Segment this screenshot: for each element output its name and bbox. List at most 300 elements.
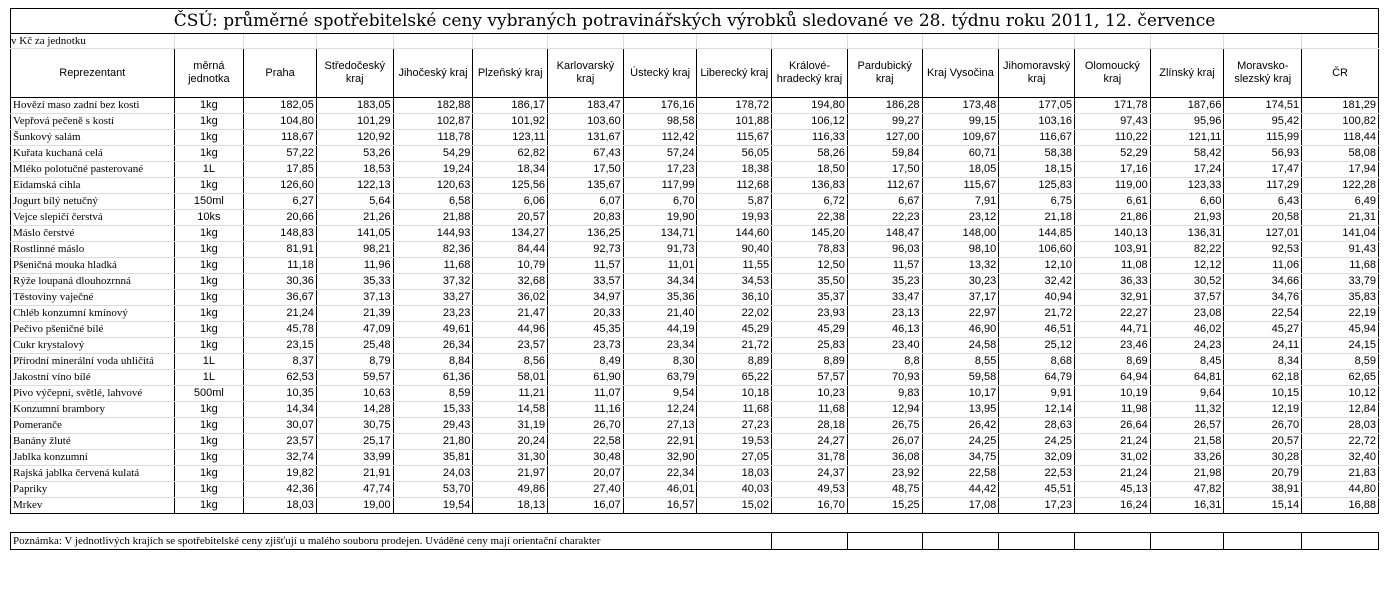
price-cell: 148,83 <box>244 226 317 242</box>
price-cell: 8,69 <box>1074 354 1150 370</box>
price-cell: 92,53 <box>1224 242 1302 258</box>
price-cell: 58,01 <box>473 370 548 386</box>
unit-row-blank <box>623 34 697 49</box>
spacer <box>11 514 1379 533</box>
column-header: Moravsko-slezský kraj <box>1224 49 1302 98</box>
column-header: Plzeňský kraj <box>473 49 548 98</box>
column-header: Ústecký kraj <box>623 49 697 98</box>
price-cell: 96,03 <box>847 242 922 258</box>
row-product-name: Těstoviny vaječné <box>11 290 175 306</box>
price-cell: 8,68 <box>999 354 1075 370</box>
price-cell: 15,02 <box>697 498 772 514</box>
price-cell: 11,68 <box>1302 258 1379 274</box>
price-cell: 35,33 <box>316 274 393 290</box>
price-cell: 57,24 <box>623 146 697 162</box>
price-cell: 10,18 <box>697 386 772 402</box>
price-cell: 117,99 <box>623 178 697 194</box>
price-cell: 11,06 <box>1224 258 1302 274</box>
price-cell: 62,53 <box>244 370 317 386</box>
row-product-name: Konzumní brambory <box>11 402 175 418</box>
row-unit: 150ml <box>174 194 244 210</box>
price-cell: 24,37 <box>772 466 848 482</box>
price-cell: 30,28 <box>1224 450 1302 466</box>
price-cell: 6,70 <box>623 194 697 210</box>
price-cell: 15,25 <box>847 498 922 514</box>
price-cell: 171,78 <box>1074 98 1150 114</box>
price-cell: 90,40 <box>697 242 772 258</box>
price-cell: 23,73 <box>548 338 624 354</box>
column-header: ČR <box>1302 49 1379 98</box>
price-cell: 13,32 <box>922 258 999 274</box>
price-cell: 10,12 <box>1302 386 1379 402</box>
price-cell: 144,93 <box>393 226 473 242</box>
row-product-name: Pečivo pšeničné bílé <box>11 322 175 338</box>
price-cell: 34,53 <box>697 274 772 290</box>
price-cell: 35,81 <box>393 450 473 466</box>
price-cell: 141,04 <box>1302 226 1379 242</box>
price-cell: 21,58 <box>1150 434 1224 450</box>
price-cell: 70,93 <box>847 370 922 386</box>
price-cell: 44,96 <box>473 322 548 338</box>
price-cell: 127,00 <box>847 130 922 146</box>
price-cell: 24,25 <box>922 434 999 450</box>
price-cell: 42,36 <box>244 482 317 498</box>
price-cell: 46,51 <box>999 322 1075 338</box>
table-row <box>11 402 1379 418</box>
price-cell: 31,02 <box>1074 450 1150 466</box>
row-unit: 1kg <box>174 242 244 258</box>
price-cell: 10,35 <box>244 386 317 402</box>
price-cell: 21,40 <box>623 306 697 322</box>
row-product-name: Eidamská cihla <box>11 178 175 194</box>
price-cell: 63,79 <box>623 370 697 386</box>
column-header: Středočeský kraj <box>316 49 393 98</box>
price-cell: 27,13 <box>623 418 697 434</box>
price-cell: 106,12 <box>772 114 848 130</box>
price-cell: 118,67 <box>244 130 317 146</box>
row-unit: 1kg <box>174 98 244 114</box>
price-cell: 125,56 <box>473 178 548 194</box>
price-cell: 11,08 <box>1074 258 1150 274</box>
row-product-name: Jogurt bílý netučný <box>11 194 175 210</box>
price-cell: 8,79 <box>316 354 393 370</box>
price-cell: 30,23 <box>922 274 999 290</box>
price-cell: 36,33 <box>1074 274 1150 290</box>
price-cell: 40,03 <box>697 482 772 498</box>
row-unit: 500ml <box>174 386 244 402</box>
price-cell: 32,74 <box>244 450 317 466</box>
row-unit: 1kg <box>174 482 244 498</box>
price-cell: 31,30 <box>473 450 548 466</box>
price-cell: 98,58 <box>623 114 697 130</box>
price-cell: 57,57 <box>772 370 848 386</box>
price-cell: 35,50 <box>772 274 848 290</box>
unit-row-blank <box>1224 34 1302 49</box>
table-row <box>11 354 1379 370</box>
column-header: Karlovarský kraj <box>548 49 624 98</box>
page-title: ČSÚ: průměrné spotřebitelské ceny vybraných potravinářských výrobků sledované ve 28. týdnu roku 2011, 12. července <box>11 9 1379 34</box>
price-cell: 9,64 <box>1150 386 1224 402</box>
price-cell: 35,36 <box>623 290 697 306</box>
price-cell: 18,03 <box>697 466 772 482</box>
price-cell: 12,19 <box>1224 402 1302 418</box>
price-cell: 23,92 <box>847 466 922 482</box>
price-cell: 12,14 <box>999 402 1075 418</box>
price-cell: 37,13 <box>316 290 393 306</box>
table-row <box>11 258 1379 274</box>
price-cell: 6,67 <box>847 194 922 210</box>
price-cell: 65,22 <box>697 370 772 386</box>
row-product-name: Rýže loupaná dlouhozrnná <box>11 274 175 290</box>
price-cell: 18,03 <box>244 498 317 514</box>
price-cell: 102,87 <box>393 114 473 130</box>
price-cell: 97,43 <box>1074 114 1150 130</box>
price-cell: 18,34 <box>473 162 548 178</box>
price-cell: 101,92 <box>473 114 548 130</box>
footnote-blank-cell <box>1224 533 1302 550</box>
price-cell: 22,58 <box>922 466 999 482</box>
price-cell: 47,82 <box>1150 482 1224 498</box>
price-cell: 34,34 <box>623 274 697 290</box>
row-unit: 1kg <box>174 466 244 482</box>
price-cell: 62,18 <box>1224 370 1302 386</box>
price-cell: 11,96 <box>316 258 393 274</box>
price-cell: 57,22 <box>244 146 317 162</box>
price-cell: 35,83 <box>1302 290 1379 306</box>
column-header: Zlínský kraj <box>1150 49 1224 98</box>
price-cell: 35,23 <box>847 274 922 290</box>
price-cell: 30,07 <box>244 418 317 434</box>
price-cell: 37,57 <box>1150 290 1224 306</box>
column-header: Liberecký kraj <box>697 49 772 98</box>
table-row <box>11 146 1379 162</box>
price-cell: 78,83 <box>772 242 848 258</box>
footnote: Poznámka: V jednotlivých krajích se spotřebitelské ceny zjišťují u malého souboru prodejen. Uváděné ceny mají orientační charakter <box>11 533 772 550</box>
price-cell: 12,50 <box>772 258 848 274</box>
row-product-name: Rostlinné máslo <box>11 242 175 258</box>
price-cell: 26,42 <box>922 418 999 434</box>
price-cell: 27,23 <box>697 418 772 434</box>
table-row <box>11 386 1379 402</box>
price-cell: 15,14 <box>1224 498 1302 514</box>
price-cell: 18,13 <box>473 498 548 514</box>
price-cell: 20,57 <box>473 210 548 226</box>
price-cell: 21,98 <box>1150 466 1224 482</box>
price-cell: 32,09 <box>999 450 1075 466</box>
price-cell: 45,27 <box>1224 322 1302 338</box>
price-cell: 24,15 <box>1302 338 1379 354</box>
spacer-row <box>11 514 1379 533</box>
price-cell: 103,60 <box>548 114 624 130</box>
price-cell: 61,90 <box>548 370 624 386</box>
price-cell: 21,26 <box>316 210 393 226</box>
price-cell: 23,93 <box>772 306 848 322</box>
price-cell: 32,40 <box>1302 450 1379 466</box>
footnote-row <box>11 533 1379 550</box>
price-cell: 26,57 <box>1150 418 1224 434</box>
price-cell: 54,29 <box>393 146 473 162</box>
price-cell: 18,15 <box>999 162 1075 178</box>
row-unit: 1kg <box>174 450 244 466</box>
unit-row-blank <box>922 34 999 49</box>
price-cell: 17,50 <box>548 162 624 178</box>
table-row <box>11 322 1379 338</box>
price-cell: 11,98 <box>1074 402 1150 418</box>
row-unit: 10ks <box>174 210 244 226</box>
price-cell: 19,54 <box>393 498 473 514</box>
row-product-name: Přírodní minerální voda uhličitá <box>11 354 175 370</box>
price-cell: 136,31 <box>1150 226 1224 242</box>
price-cell: 10,17 <box>922 386 999 402</box>
price-cell: 116,67 <box>999 130 1075 146</box>
table-row <box>11 434 1379 450</box>
price-cell: 33,26 <box>1150 450 1224 466</box>
price-cell: 21,24 <box>244 306 317 322</box>
unit-row-blank <box>548 34 624 49</box>
price-cell: 34,97 <box>548 290 624 306</box>
column-header: měrná jednotka <box>174 49 244 98</box>
table-row <box>11 98 1379 114</box>
price-cell: 20,58 <box>1224 210 1302 226</box>
price-cell: 21,31 <box>1302 210 1379 226</box>
price-cell: 24,23 <box>1150 338 1224 354</box>
price-cell: 34,75 <box>922 450 999 466</box>
price-cell: 182,05 <box>244 98 317 114</box>
price-cell: 120,92 <box>316 130 393 146</box>
price-cell: 16,31 <box>1150 498 1224 514</box>
table-row <box>11 130 1379 146</box>
row-product-name: Mrkev <box>11 498 175 514</box>
price-cell: 33,79 <box>1302 274 1379 290</box>
row-product-name: Vejce slepičí čerstvá <box>11 210 175 226</box>
price-cell: 98,21 <box>316 242 393 258</box>
price-cell: 8,89 <box>697 354 772 370</box>
price-cell: 21,83 <box>1302 466 1379 482</box>
price-cell: 29,43 <box>393 418 473 434</box>
price-cell: 13,95 <box>922 402 999 418</box>
price-cell: 112,68 <box>697 178 772 194</box>
price-cell: 141,05 <box>316 226 393 242</box>
table-row <box>11 290 1379 306</box>
price-cell: 92,73 <box>548 242 624 258</box>
row-unit: 1L <box>174 354 244 370</box>
price-cell: 6,06 <box>473 194 548 210</box>
price-cell: 46,90 <box>922 322 999 338</box>
price-cell: 25,48 <box>316 338 393 354</box>
price-cell: 19,24 <box>393 162 473 178</box>
price-cell: 22,38 <box>772 210 848 226</box>
price-cell: 27,40 <box>548 482 624 498</box>
price-cell: 120,63 <box>393 178 473 194</box>
price-cell: 40,94 <box>999 290 1075 306</box>
column-header: Kraj Vysočina <box>922 49 999 98</box>
price-cell: 176,16 <box>623 98 697 114</box>
price-cell: 17,24 <box>1150 162 1224 178</box>
price-cell: 10,23 <box>772 386 848 402</box>
price-cell: 59,57 <box>316 370 393 386</box>
row-product-name: Šunkový salám <box>11 130 175 146</box>
price-cell: 19,93 <box>697 210 772 226</box>
price-cell: 46,02 <box>1150 322 1224 338</box>
price-cell: 22,72 <box>1302 434 1379 450</box>
price-cell: 11,57 <box>847 258 922 274</box>
price-cell: 26,70 <box>1224 418 1302 434</box>
price-cell: 45,35 <box>548 322 624 338</box>
price-cell: 8,59 <box>393 386 473 402</box>
price-cell: 82,22 <box>1150 242 1224 258</box>
row-unit: 1kg <box>174 402 244 418</box>
table-row <box>11 242 1379 258</box>
price-cell: 21,39 <box>316 306 393 322</box>
row-product-name: Banány žluté <box>11 434 175 450</box>
price-cell: 22,27 <box>1074 306 1150 322</box>
price-cell: 134,27 <box>473 226 548 242</box>
column-header: Praha <box>244 49 317 98</box>
price-cell: 8,34 <box>1224 354 1302 370</box>
price-cell: 23,23 <box>393 306 473 322</box>
price-cell: 10,63 <box>316 386 393 402</box>
row-product-name: Vepřová pečeně s kostí <box>11 114 175 130</box>
price-cell: 28,18 <box>772 418 848 434</box>
column-header: Olomoucký kraj <box>1074 49 1150 98</box>
price-cell: 37,17 <box>922 290 999 306</box>
price-cell: 49,86 <box>473 482 548 498</box>
row-product-name: Máslo čerstvé <box>11 226 175 242</box>
price-cell: 47,74 <box>316 482 393 498</box>
price-cell: 6,43 <box>1224 194 1302 210</box>
price-cell: 186,17 <box>473 98 548 114</box>
price-cell: 14,28 <box>316 402 393 418</box>
price-cell: 44,42 <box>922 482 999 498</box>
price-cell: 17,23 <box>999 498 1075 514</box>
price-cell: 16,57 <box>623 498 697 514</box>
price-cell: 134,71 <box>623 226 697 242</box>
price-cell: 22,23 <box>847 210 922 226</box>
price-cell: 9,91 <box>999 386 1075 402</box>
price-cell: 18,50 <box>772 162 848 178</box>
price-cell: 84,44 <box>473 242 548 258</box>
price-cell: 14,58 <box>473 402 548 418</box>
price-cell: 23,08 <box>1150 306 1224 322</box>
price-cell: 17,47 <box>1224 162 1302 178</box>
price-cell: 98,10 <box>922 242 999 258</box>
price-cell: 24,25 <box>999 434 1075 450</box>
price-cell: 15,33 <box>393 402 473 418</box>
price-cell: 109,67 <box>922 130 999 146</box>
price-cell: 59,84 <box>847 146 922 162</box>
price-cell: 183,47 <box>548 98 624 114</box>
row-unit: 1L <box>174 162 244 178</box>
price-cell: 12,12 <box>1150 258 1224 274</box>
row-unit: 1kg <box>174 322 244 338</box>
column-header: Jihočeský kraj <box>393 49 473 98</box>
row-unit: 1kg <box>174 146 244 162</box>
row-unit: 1kg <box>174 498 244 514</box>
price-cell: 53,70 <box>393 482 473 498</box>
price-cell: 144,60 <box>697 226 772 242</box>
price-cell: 31,78 <box>772 450 848 466</box>
price-cell: 18,05 <box>922 162 999 178</box>
price-cell: 23,40 <box>847 338 922 354</box>
price-cell: 32,68 <box>473 274 548 290</box>
price-cell: 17,85 <box>244 162 317 178</box>
price-cell: 34,76 <box>1224 290 1302 306</box>
price-cell: 58,42 <box>1150 146 1224 162</box>
price-cell: 16,24 <box>1074 498 1150 514</box>
price-cell: 32,90 <box>623 450 697 466</box>
price-cell: 122,28 <box>1302 178 1379 194</box>
price-cell: 36,67 <box>244 290 317 306</box>
price-cell: 16,70 <box>772 498 848 514</box>
unit-row-blank <box>1302 34 1379 49</box>
row-unit: 1kg <box>174 258 244 274</box>
price-cell: 17,94 <box>1302 162 1379 178</box>
price-cell: 37,32 <box>393 274 473 290</box>
table-row <box>11 114 1379 130</box>
column-header: Jihomoravský kraj <box>999 49 1075 98</box>
price-cell: 19,90 <box>623 210 697 226</box>
price-cell: 22,97 <box>922 306 999 322</box>
price-cell: 177,05 <box>999 98 1075 114</box>
price-cell: 22,34 <box>623 466 697 482</box>
price-cell: 10,19 <box>1074 386 1150 402</box>
price-cell: 81,91 <box>244 242 317 258</box>
price-cell: 12,24 <box>623 402 697 418</box>
price-cell: 7,91 <box>922 194 999 210</box>
price-cell: 10,79 <box>473 258 548 274</box>
price-cell: 18,53 <box>316 162 393 178</box>
price-cell: 23,46 <box>1074 338 1150 354</box>
price-cell: 32,42 <box>999 274 1075 290</box>
price-cell: 187,66 <box>1150 98 1224 114</box>
row-product-name: Papriky <box>11 482 175 498</box>
unit-row-blank <box>847 34 922 49</box>
price-cell: 62,65 <box>1302 370 1379 386</box>
price-cell: 20,57 <box>1224 434 1302 450</box>
price-cell: 49,53 <box>772 482 848 498</box>
price-cell: 6,49 <box>1302 194 1379 210</box>
price-cell: 33,99 <box>316 450 393 466</box>
price-cell: 126,60 <box>244 178 317 194</box>
price-cell: 21,18 <box>999 210 1075 226</box>
table-row <box>11 482 1379 498</box>
price-cell: 44,71 <box>1074 322 1150 338</box>
unit-row-blank <box>999 34 1075 49</box>
row-unit: 1kg <box>174 178 244 194</box>
price-cell: 62,82 <box>473 146 548 162</box>
price-cell: 11,07 <box>548 386 624 402</box>
price-cell: 6,27 <box>244 194 317 210</box>
price-cell: 52,29 <box>1074 146 1150 162</box>
price-cell: 28,03 <box>1302 418 1379 434</box>
footnote-blank-cell <box>1150 533 1224 550</box>
price-cell: 26,64 <box>1074 418 1150 434</box>
price-cell: 30,48 <box>548 450 624 466</box>
price-cell: 110,22 <box>1074 130 1150 146</box>
price-cell: 99,27 <box>847 114 922 130</box>
price-cell: 26,75 <box>847 418 922 434</box>
price-cell: 47,09 <box>316 322 393 338</box>
row-unit: 1kg <box>174 130 244 146</box>
price-cell: 9,54 <box>623 386 697 402</box>
price-cell: 18,38 <box>697 162 772 178</box>
price-cell: 58,26 <box>772 146 848 162</box>
price-cell: 22,58 <box>548 434 624 450</box>
price-cell: 32,91 <box>1074 290 1150 306</box>
table-row <box>11 498 1379 514</box>
price-cell: 6,60 <box>1150 194 1224 210</box>
price-cell: 5,64 <box>316 194 393 210</box>
